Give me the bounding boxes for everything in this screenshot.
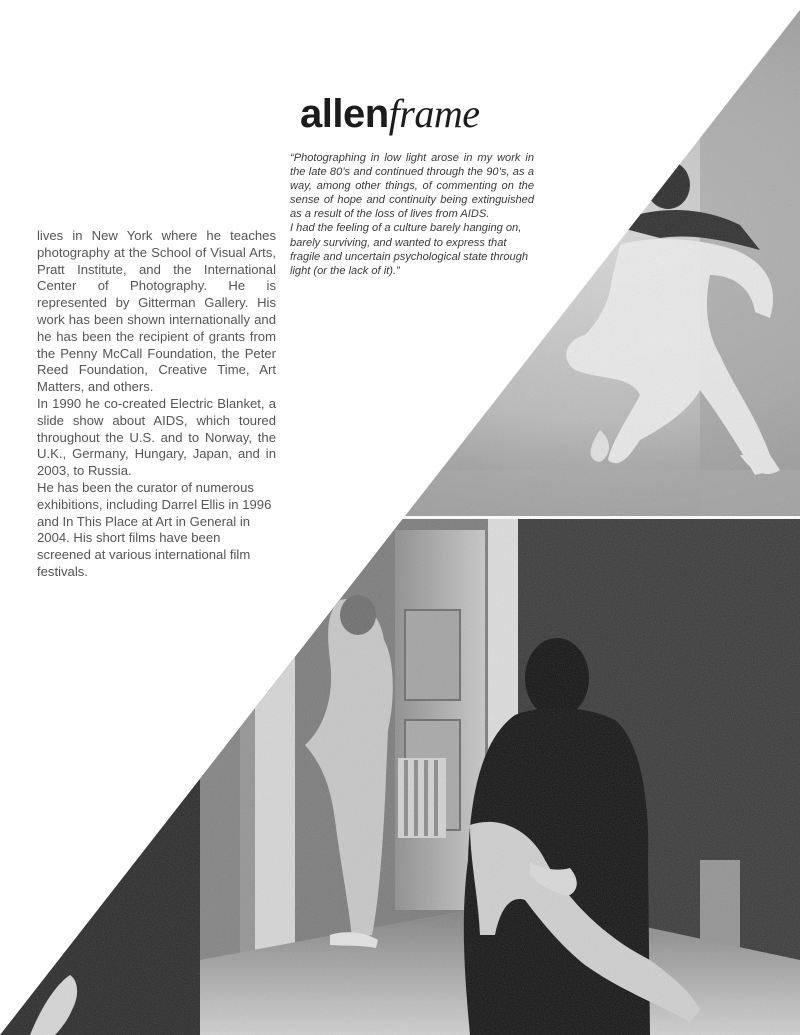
bio-paragraph: He has been the curator of numerous exhibitions, including Darrel Ellis in 1996 and In This Place at Art in General in 2004. His short films have been screened at various international film festivals. bbox=[37, 479, 272, 579]
artist-name-title bbox=[300, 88, 540, 140]
quote-paragraph: I had the feeling of a culture barely hanging on, barely surviving, and wanted to express that fragile and uncertain psychological state through light (or the lack of it).” bbox=[290, 222, 529, 277]
artist-first-name: allen bbox=[300, 92, 389, 136]
artist-biography bbox=[37, 228, 276, 581]
quote-paragraph: “Photographing in low light arose in my work in the late 80’s and continued through the 90’s, as a way, among other things, of commenting on the sense of hope and continuity being extinguished as a result of the loss of lives from AIDS. bbox=[290, 152, 534, 221]
artist-last-name: frame bbox=[388, 91, 480, 136]
bio-paragraph: lives in New York where he teaches photography at the School of Visual Arts, Pratt Institute, and the International Center of Photography. He is represented by Gitterman Gallery. His work has been shown internationally and he has been the recipient of grants from the Penny McCall Foundation, the Peter Reed Foundation, Creative Time, Art Matters, and others. bbox=[37, 228, 276, 395]
artist-quote bbox=[290, 151, 534, 278]
bio-paragraph: In 1990 he co-created Electric Blanket, a slide show about AIDS, which toured throughout the U.S. and to Norway, the U.K., Germany, Hungary, Japan, and in 2003, to Russia. bbox=[37, 395, 276, 479]
